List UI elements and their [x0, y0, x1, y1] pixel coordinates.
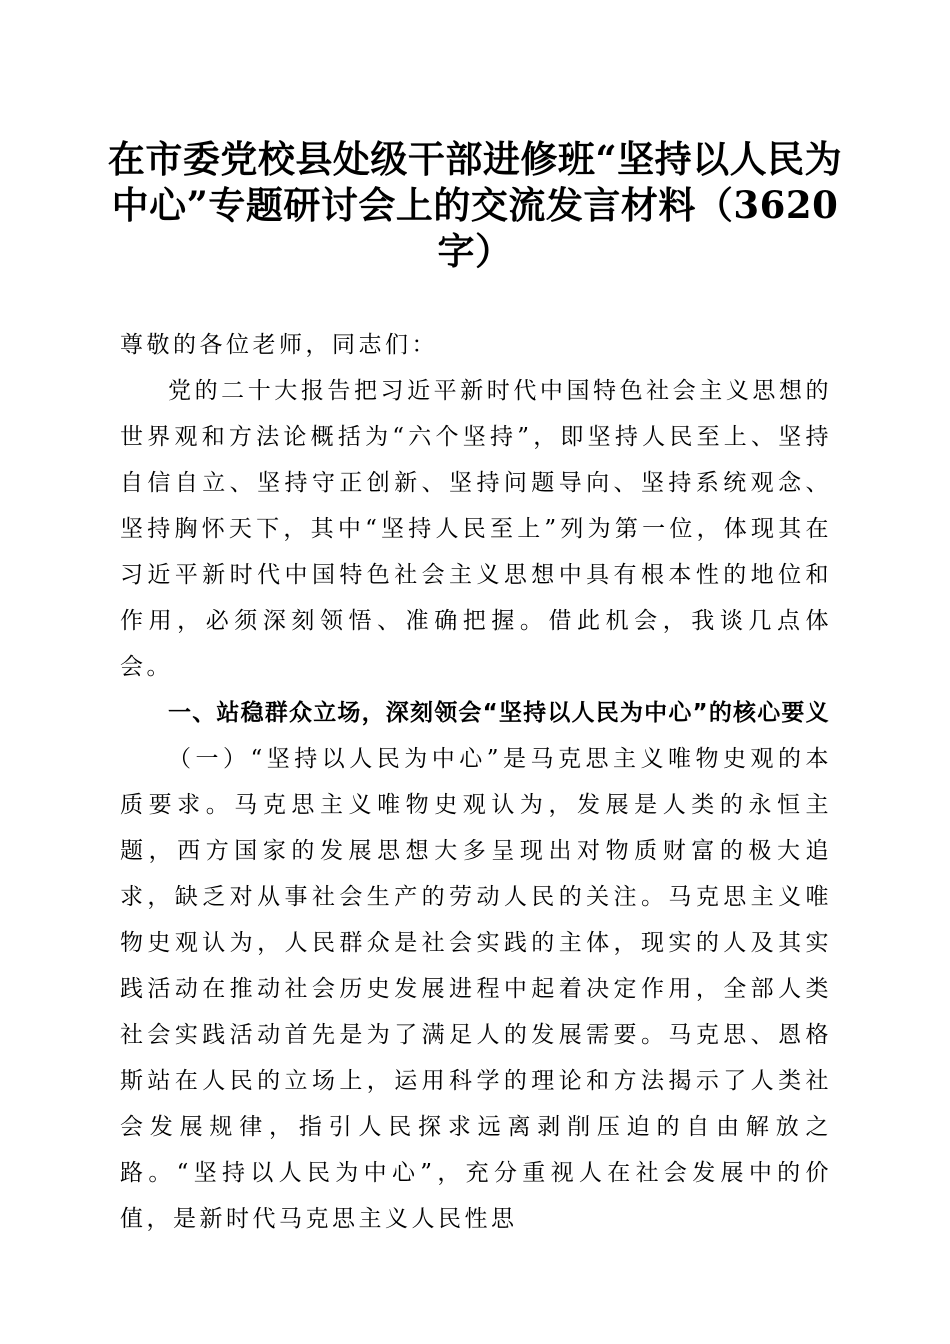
document-body	[120, 322, 832, 1242]
intro-paragraph: 党的二十大报告把习近平新时代中国特色社会主义思想的世界观和方法论概括为“六个坚持”，即坚持人民至上、坚持自信自立、坚持守正创新、坚持问题导向、坚持系统观念、坚持胸怀天下，其中“坚持人民至上”列为第一位，体现其在习近平新时代中国特色社会主义思想中具有根本性的地位和作用，必须深刻领悟、准确把握。借此机会，我谈几点体会。	[120, 378, 832, 680]
salutation: 尊敬的各位老师，同志们：	[120, 332, 438, 358]
section-heading-1: 一、站稳群众立场，深刻领会“坚持以人民为中心”的核心要义	[168, 700, 830, 726]
section-1-paragraph-1: （一）“坚持以人民为中心”是马克思主义唯物史观的本质要求。马克思主义唯物史观认为，发展是人类的永恒主题，西方国家的发展思想大多呈现出对物质财富的极大追求，缺乏对从事社会生产的劳动人民的关注。马克思主义唯物史观认为，人民群众是社会实践的主体，现实的人及其实践活动在推动社会历史发展进程中起着决定作用，全部人类社会实践活动首先是为了满足人的发展需要。马克思、恩格斯站在人民的立场上，运用科学的理论和方法揭示了人类社会发展规律，指引人民探求远离剥削压迫的自由解放之路。“坚持以人民为中心”，充分重视人在社会发展中的价值，是新时代马克思主义人民性思	[120, 746, 832, 1232]
document-title: 在市委党校县处级干部进修班“坚持以人民为中心”专题研讨会上的交流发言材料（3620字）	[107, 137, 843, 273]
